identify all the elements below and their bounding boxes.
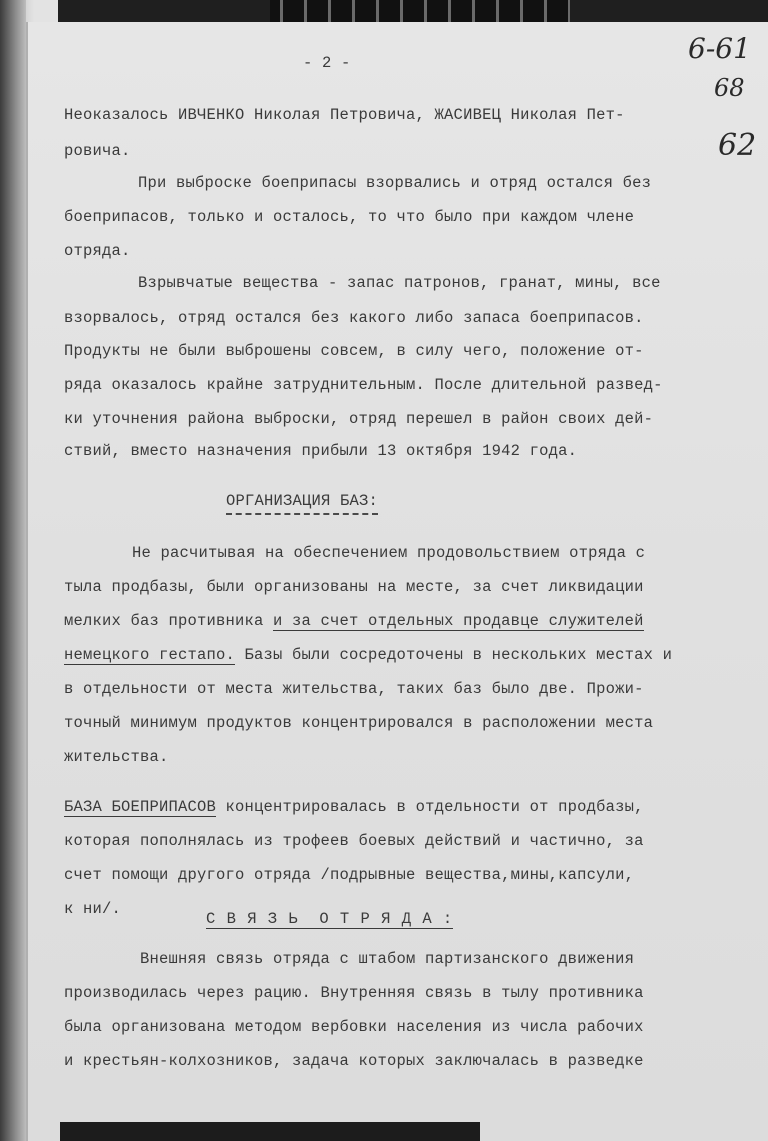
- text-line: боеприпасов, только и осталось, то что было при каждом члене: [64, 208, 635, 226]
- text-line: которая пополнялась из трофеев боевых действий и частично, за: [64, 832, 644, 850]
- text-line: точный минимум продуктов концентрировался в расположении места: [64, 714, 654, 732]
- text-line: ствий, вместо назначения прибыли 13 октября 1942 года.: [64, 442, 578, 460]
- text-segment: концентрировалась в отдельности от продбазы,: [216, 798, 644, 816]
- text-line: в отдельности от места жительства, таких баз было две. Прожи-: [64, 680, 644, 698]
- text-line: ки уточнения района выброски, отряд перешел в район своих дей-: [64, 410, 654, 428]
- section-heading-communication: С В Я З Ь О Т Р Я Д А :: [206, 910, 454, 928]
- text-line: Не расчитывая на обеспечением продовольствием отряда с: [132, 544, 646, 562]
- text-line: счет помощи другого отряда /подрывные вещества,мины,капсули,: [64, 866, 635, 884]
- inline-heading-ammo-base: БАЗА БОЕПРИПАСОВ: [64, 798, 217, 816]
- text-line: Взрывчатые вещества - запас патронов, гранат, мины, все: [138, 274, 661, 292]
- text-line-with-heading: [64, 798, 644, 816]
- archive-mark-2: 68: [714, 74, 745, 102]
- text-line: к ни/.: [64, 900, 122, 918]
- text-segment: Базы были сосредоточены в нескольких местах и: [235, 646, 673, 664]
- adjacent-page-edge: [0, 0, 26, 1141]
- text-line: взорвалось, отряд остался без какого либо запаса боеприпасов.: [64, 309, 644, 327]
- text-line: и крестьян-колхозников, задача которых заключалась в разведке: [64, 1052, 644, 1070]
- underlined-phrase: немецкого гестапо.: [64, 646, 236, 664]
- text-line: жительства.: [64, 748, 169, 766]
- text-line: ряда оказалось крайне затруднительным. После длительной развед-: [64, 376, 663, 394]
- text-line: тыла продбазы, были организованы на месте, за счет ликвидации: [64, 578, 644, 596]
- underlined-phrase: и за счет отдельных продавце служителей: [273, 612, 644, 630]
- text-line-with-underline: [64, 646, 672, 664]
- document-page: [26, 22, 768, 1141]
- section-heading-bases: ОРГАНИЗАЦИЯ БАЗ:: [226, 492, 378, 515]
- scan-bottom-border: [60, 1122, 480, 1141]
- text-line: Внешняя связь отряда с штабом партизанского движения: [140, 950, 635, 968]
- archive-mark-1: 6-61: [688, 32, 751, 65]
- text-line: При выброске боеприпасы взорвались и отряд остался без: [138, 174, 652, 192]
- page-number: - 2 -: [303, 54, 351, 72]
- text-line: Неоказалось ИВЧЕНКО Николая Петровича, ЖАСИВЕЦ Николая Пет-: [64, 106, 625, 124]
- text-line: ровича.: [64, 142, 131, 160]
- text-line: отряда.: [64, 242, 131, 260]
- text-line: Продукты не были выброшены совсем, в силу чего, положение от-: [64, 342, 644, 360]
- text-line-with-underline: [64, 612, 644, 630]
- text-line: была организована методом вербовки населения из числа рабочих: [64, 1018, 644, 1036]
- text-line: производилась через рацию. Внутренняя связь в тылу противника: [64, 984, 644, 1002]
- archive-mark-3: 62: [718, 128, 757, 163]
- text-segment: мелких баз противника: [64, 612, 274, 630]
